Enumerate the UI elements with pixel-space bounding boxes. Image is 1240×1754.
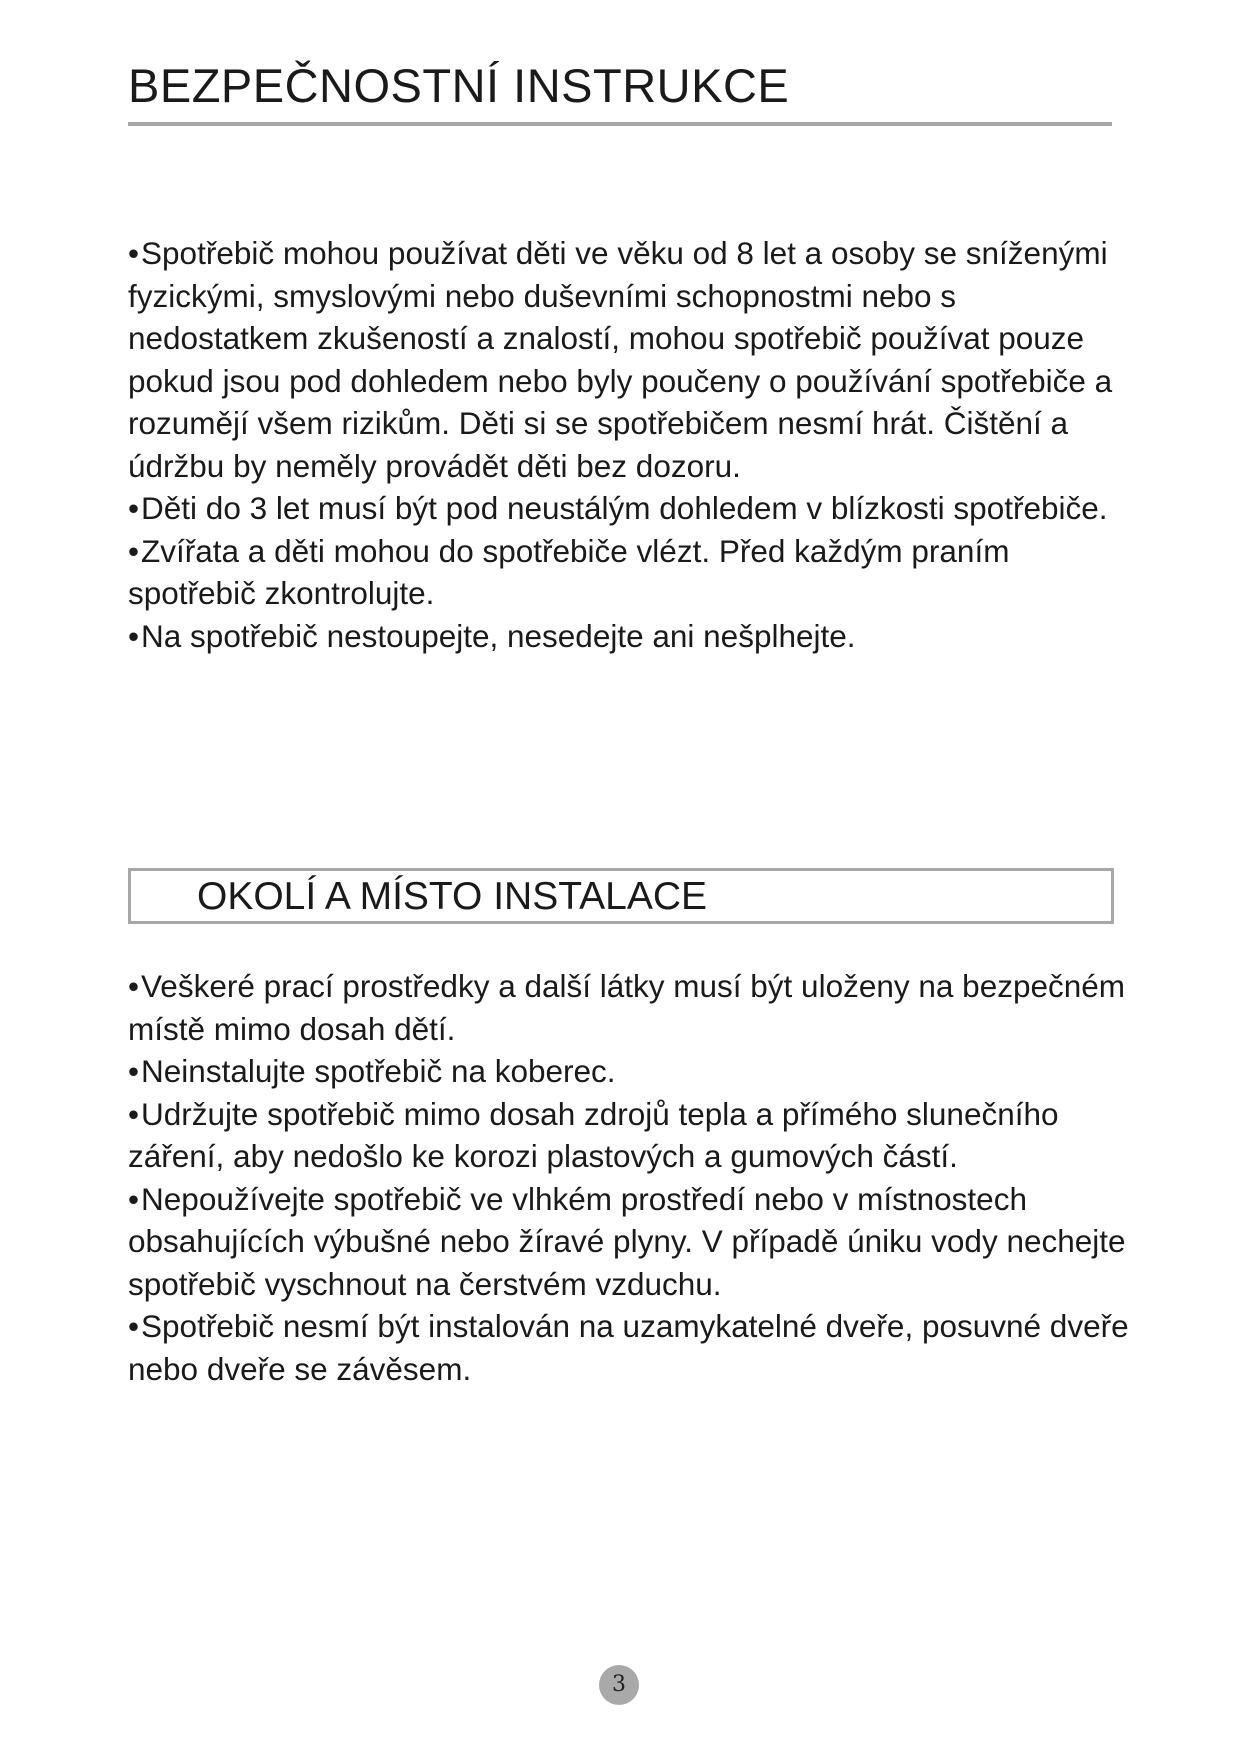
- list-item: [128, 232, 1138, 487]
- safety-instructions-list: [128, 232, 1138, 657]
- list-item: [128, 487, 1138, 530]
- bullet-icon: •: [128, 1180, 140, 1217]
- bullet-icon: •: [128, 1053, 140, 1089]
- list-item-text: Děti do 3 let musí být pod neustálým dohledem v blízkosti spotřebiče.: [141, 490, 1108, 526]
- installation-instructions-list: [128, 965, 1138, 1390]
- list-item-text: Udržujte spotřebič mimo dosah zdrojů tepla a přímého slunečního záření, aby nedošlo ke korozi plastových a gumových částí.: [128, 1095, 1059, 1174]
- bullet-icon: •: [128, 1308, 140, 1344]
- page-number-badge: 3: [599, 1665, 639, 1705]
- list-item-text: Na spotřebič nestoupejte, nesedejte ani nešplhejte.: [141, 617, 856, 654]
- list-item: [128, 1178, 1138, 1306]
- list-item-text: Nepoužívejte spotřebič ve vlhkém prostředí nebo v místnostech obsahujících výbušné nebo žíravé plyny. V případě úniku vody nechejte spotřebič vyschnout na čerstvém vzduchu.: [128, 1180, 1126, 1302]
- list-item-text: Spotřebič nesmí být instalován na uzamykatelné dveře, posuvné dveře nebo dveře se závěsem.: [128, 1308, 1129, 1387]
- bullet-icon: •: [128, 617, 140, 654]
- list-item: [128, 615, 1138, 658]
- bullet-icon: •: [128, 490, 140, 526]
- bullet-icon: •: [128, 968, 140, 1004]
- title-divider: [128, 122, 1112, 126]
- list-item: [128, 1305, 1138, 1390]
- list-item-text: Veškeré prací prostředky a další látky musí být uloženy na bezpečném místě mimo dosah dětí.: [128, 968, 1126, 1047]
- list-item-text: Zvířata a děti mohou do spotřebiče vlézt. Před každým praním spotřebič zkontrolujte.: [128, 532, 1010, 611]
- bullet-icon: •: [128, 1095, 140, 1132]
- list-item: [128, 1093, 1138, 1178]
- page-title: BEZPEČNOSTNÍ INSTRUKCE: [128, 59, 790, 112]
- list-item-text: Spotřebič mohou používat děti ve věku od 8 let a osoby se sníženými fyzickými, smyslovými nebo duševními schopnostmi nebo s nedostatkem zkušeností a znalostí, mohou spotřebič používat pouze pokud jsou pod dohledem nebo byly poučeny o používání spotřebiče a rozumějí všem rizikům. Děti si se spotřebičem nesmí hrát. Čištění a údržbu by neměly provádět děti bez dozoru.: [128, 235, 1113, 484]
- section-header-box: [128, 868, 1114, 924]
- list-item: [128, 530, 1138, 615]
- bullet-icon: •: [128, 532, 140, 569]
- list-item-text: Neinstalujte spotřebič na koberec.: [141, 1053, 616, 1089]
- list-item: [128, 965, 1138, 1050]
- section-title: OKOLÍ A MÍSTO INSTALACE: [197, 875, 708, 918]
- bullet-icon: •: [128, 235, 140, 271]
- list-item: [128, 1050, 1138, 1093]
